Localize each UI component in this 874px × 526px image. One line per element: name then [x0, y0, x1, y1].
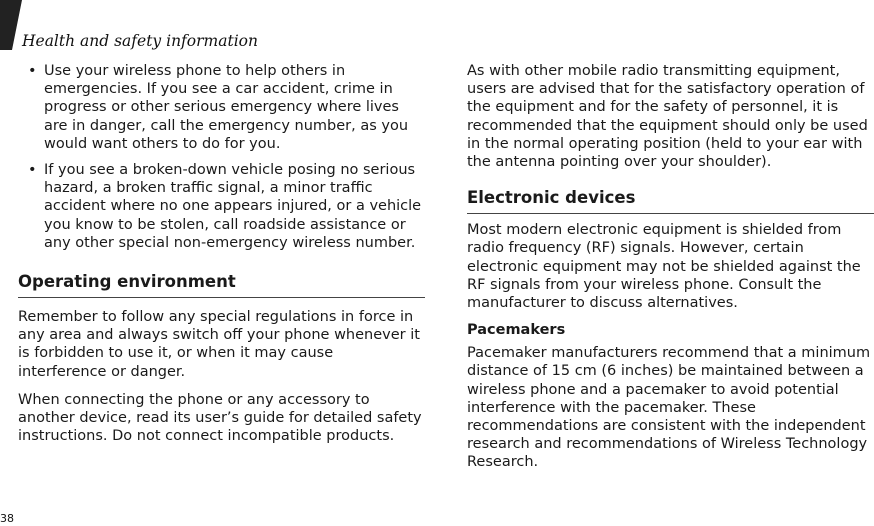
header-bar-decoration	[0, 0, 22, 50]
list-item	[18, 161, 425, 252]
paragraph-intro: As with other mobile radio transmitting equipment, users are advised that for the satisfactory operation of the equipment and for the safety of personnel, it is recommended that the equipment should only be used in the normal operating position (held to your ear with the antenna pointing over your shoulder).	[467, 63, 868, 171]
page-number: 38	[0, 512, 14, 525]
right-column	[467, 62, 874, 472]
bullet-icon: •	[28, 162, 37, 179]
bullet-text: Use your wireless phone to help others in emergencies. If you see a car accident, crime in progress or other serious emergency where lives are in danger, call the emergency number, as you would want others to do for you.	[44, 63, 409, 152]
page-header-title: Health and safety information	[22, 32, 258, 50]
paragraph: Most modern electronic equipment is shielded from radio frequency (RF) signals. However, certain electronic equipment may not be shielded against the RF signals from your wireless phone. Consult the manufacturer to discuss alternatives.	[467, 222, 861, 312]
section-heading-electronic-devices: Electronic devices	[467, 188, 874, 214]
bullet-icon: •	[28, 63, 37, 79]
paragraph: Pacemaker manufacturers recommend that a minimum distance of 15 cm (6 inches) be maintained between a wireless phone and a pacemaker to avoid potential interference with the pacemaker. These recommendations are consistent with the independent research and recommendations of Wireless Technology Research.	[467, 345, 871, 471]
paragraph: Remember to follow any special regulations in force in any area and always switch off your phone whenever it is forbidden to use it, or when it may cause interference or danger.	[18, 309, 420, 380]
list-item	[18, 62, 425, 153]
sub-heading-pacemakers: Pacemakers	[467, 322, 566, 339]
left-column	[18, 62, 425, 445]
section-heading-operating-environment: Operating environment	[18, 272, 425, 298]
bullet-list	[18, 62, 425, 252]
paragraph: When connecting the phone or any accessory to another device, read its user’s guide for detailed safety instructions. Do not connect incompatible products.	[18, 391, 422, 445]
bullet-text: If you see a broken-down vehicle posing no serious hazard, a broken traffic signal, a minor traffic accident where no one appears injured, or a vehicle you know to be stolen, call roadside assistance or any other special non-emergency wireless number.	[44, 162, 422, 251]
